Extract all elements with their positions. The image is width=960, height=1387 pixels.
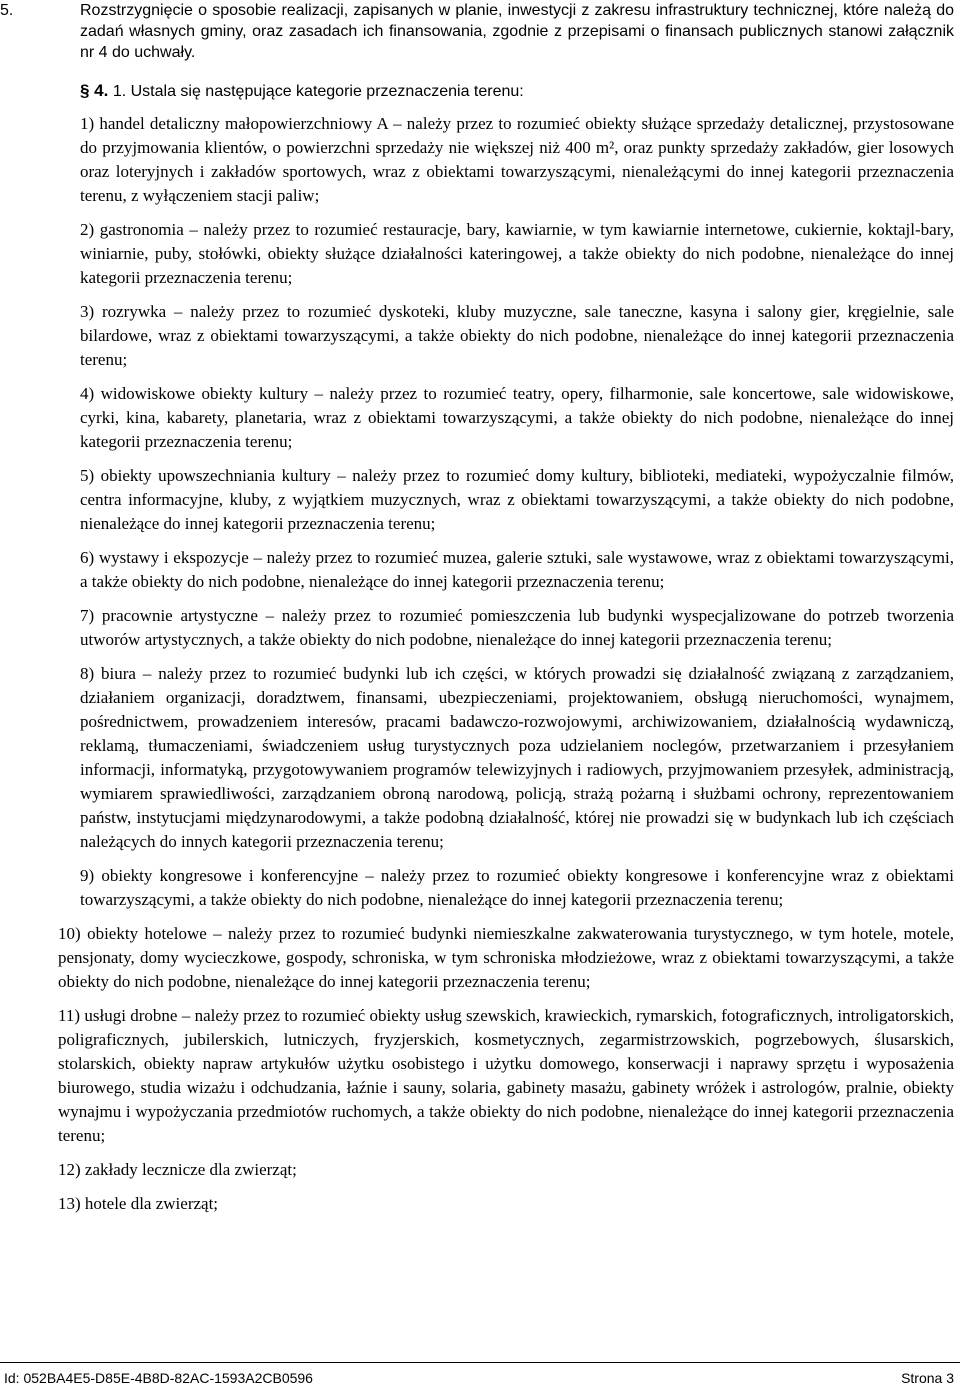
list-item <box>0 464 960 536</box>
list-item-content: biura – należy przez to rozumieć budynki lub ich części, w których prowadzi się działalność związaną z zarządzaniem, działaniem organizacji, doradztwem, finansami, ubezpieczeniami, projektowaniem, obsługą nieruchomości, wynajmem, pośrednictwem, prowadzeniem interesów, pracami badawczo-rozwojowymi, archiwizowaniem, działalnością wydawniczą, reklamą, tłumaczeniami, świadczeniem usług turystycznych poza udzielaniem noclegów, przetwarzaniem i przesyłaniem informacji, informatyką, przygotowywaniem programów telewizyjnych i radiowych, przyjmowaniem przesyłek, administracją, wymiarem sprawiedliwości, zarządzaniem obroną narodową, policją, strażą pożarną i służbami ochrony, reprezentowaniem państw, instytucjami międzynarodowymi, a także podobną działalność, której nie prowadzi się w budynkach lub ich częściach należących do innych kategorii przeznaczenia terenu; <box>80 664 955 851</box>
list-item <box>0 218 960 290</box>
list-item <box>0 382 960 454</box>
list-item-text <box>58 1004 954 1148</box>
list-item-text <box>80 218 954 290</box>
list-item-marker: 9) <box>80 866 95 885</box>
document-id: Id: 052BA4E5-D85E-4B8D-82AC-1593A2CB0596 <box>4 1370 313 1386</box>
list-item-text <box>58 1158 954 1182</box>
list-item-content: handel detaliczny małopowierzchniowy A – należy przez to rozumieć obiekty służące sprzedaży detalicznej, przystosowane do przyjmowania klientów, o powierzchni sprzedaży nie większej niż 400 m², oraz punkty sprzedaży zakładów, gier losowych oraz loteryjnych i zakładów sportowych, wraz z obiektami towarzyszącymi, nienależącymi do innej kategorii przeznaczenia terenu, z wyłączeniem stacji paliw; <box>80 114 954 205</box>
section-number: § 4. <box>80 81 109 100</box>
list-item-marker: 11) <box>58 1006 81 1025</box>
list-item <box>0 1004 960 1148</box>
list-item-text <box>80 546 954 594</box>
list-item <box>0 112 960 208</box>
list-item-text <box>80 464 954 536</box>
list-item <box>0 1158 960 1182</box>
list-item-content: wystawy i ekspozycje – należy przez to rozumieć muzea, galerie sztuki, sale wystawowe, wraz z obiektami towarzyszącymi, a także obiekty do nich podobne, nienależące do innej kategorii przeznaczenia terenu; <box>80 548 954 591</box>
list-item-marker: 3) <box>80 302 95 321</box>
list-item-content: rozrywka – należy przez to rozumieć dyskoteki, kluby muzyczne, sale taneczne, kasyna i salony gier, kręgielnie, sale bilardowe, wraz z obiektami towarzyszącymi, a także obiekty do nich podobne, nienależące do innej kategorii przeznaczenia terenu; <box>80 302 955 369</box>
list-item <box>0 922 960 994</box>
list-item-marker: 8) <box>80 664 95 683</box>
list-item-marker: 5) <box>80 466 95 485</box>
section-text: Ustala się następujące kategorie przeznaczenia terenu: <box>130 83 524 100</box>
list-item-content: pracownie artystyczne – należy przez to rozumieć pomieszczenia lub budynki wyspecjalizowane do potrzeb tworzenia utworów artystycznych, a także obiekty do nich podobne, nienależące do innej kategorii przeznaczenia terenu; <box>80 606 955 649</box>
list-item-content: gastronomia – należy przez to rozumieć restauracje, bary, kawiarnie, w tym kawiarnie internetowe, cukiernie, koktajl-bary, winiarnie, puby, stołówki, obiekty służące działalności kateringowej, a także obiekty do nich podobne, nienależące do innej kategorii przeznaczenia terenu; <box>80 220 955 287</box>
list-item-marker: 12) <box>58 1160 81 1179</box>
list-item-content: obiekty hotelowe – należy przez to rozumieć budynki niemieszkalne zakwaterowania turystycznego, w tym hotele, motele, pensjonaty, domy wycieczkowe, gospody, schroniska, w tym schroniska młodzieżowe, wraz z obiektami towarzyszącymi, a także obiekty do nich podobne, nienależące do innej kategorii przeznaczenia terenu; <box>58 924 955 991</box>
list-item-content: obiekty upowszechniania kultury – należy przez to rozumieć domy kultury, biblioteki, mediateki, wypożyczalnie filmów, centra informacyjne, kluby, z wyjątkiem muzycznych, wraz z obiektami towarzyszącymi, a także obiekty do nich podobne, nienależące do innej kategorii przeznaczenia terenu; <box>80 466 954 533</box>
list-item-marker: 6) <box>80 548 95 567</box>
list-item-content: usługi drobne – należy przez to rozumieć obiekty usług szewskich, krawieckich, rymarskich, fotograficznych, introligatorskich, poligraficznych, jubilerskich, lutniczych, fryzjerskich, kosmetycznych, zegarmistrzowskich, pogrzebowych, ślusarskich, stolarskich, obiekty napraw artykułów użytku osobistego i użytku domowego, konserwacji i naprawy sprzętu i wyposażenia biurowego, studia wizażu i odchudzania, łaźnie i sauny, solaria, gabinety masażu, gabinety wróżek i astrologów, pralnie, obiekty wynajmu i wypożyczania przedmiotów ruchomych, a także obiekty do nich podobne, nienależące do innej kategorii przeznaczenia terenu; <box>58 1006 954 1145</box>
list-item-marker: 10) <box>58 924 81 943</box>
list-item-text <box>80 382 954 454</box>
list-item-text <box>80 300 954 372</box>
list-item <box>0 300 960 372</box>
intro-paragraph <box>0 0 954 63</box>
list-item <box>0 1192 960 1216</box>
list-item <box>0 546 960 594</box>
list-item <box>0 662 960 854</box>
list-item-content: obiekty kongresowe i konferencyjne – należy przez to rozumieć obiekty kongresowe i konferencyjne wraz z obiektami towarzyszącymi, a także obiekty do nich podobne, nienależące do innej kategorii przeznaczenia terenu; <box>80 866 954 909</box>
footer-divider <box>0 1362 960 1363</box>
list-item-marker: 7) <box>80 606 95 625</box>
intro-text: Rozstrzygnięcie o sposobie realizacji, zapisanych w planie, inwestycji z zakresu infrastruktury technicznej, które należą do zadań własnych gminy, oraz zasadach ich finansowania, zgodnie z przepisami o finansach publicznych stanowi załącznik nr 4 do uchwały. <box>80 2 954 61</box>
list-item-text <box>80 662 954 854</box>
list-item-content: hotele dla zwierząt; <box>84 1194 219 1213</box>
section-sub-number: 1. <box>112 83 127 100</box>
category-list <box>0 112 960 1226</box>
list-item-text <box>80 112 954 208</box>
list-item-text <box>58 922 954 994</box>
page-number: Strona 3 <box>901 1370 954 1386</box>
list-item <box>0 864 960 912</box>
list-item <box>0 604 960 652</box>
intro-number: 5. <box>0 2 14 19</box>
list-item-text <box>80 604 954 652</box>
list-item-marker: 4) <box>80 384 95 403</box>
list-item-marker: 2) <box>80 220 95 239</box>
list-item-marker: 1) <box>80 114 95 133</box>
list-item-marker: 13) <box>58 1194 81 1213</box>
list-item-content: zakłady lecznicze dla zwierząt; <box>84 1160 297 1179</box>
list-item-text <box>58 1192 954 1216</box>
section-heading <box>80 80 954 103</box>
list-item-content: widowiskowe obiekty kultury – należy przez to rozumieć teatry, opery, filharmonie, sale koncertowe, sale widowiskowe, cyrki, kina, kabarety, planetaria, wraz z obiektami towarzyszącymi, a także obiekty do nich podobne, nienależące do innej kategorii przeznaczenia terenu; <box>80 384 955 451</box>
list-item-text <box>80 864 954 912</box>
